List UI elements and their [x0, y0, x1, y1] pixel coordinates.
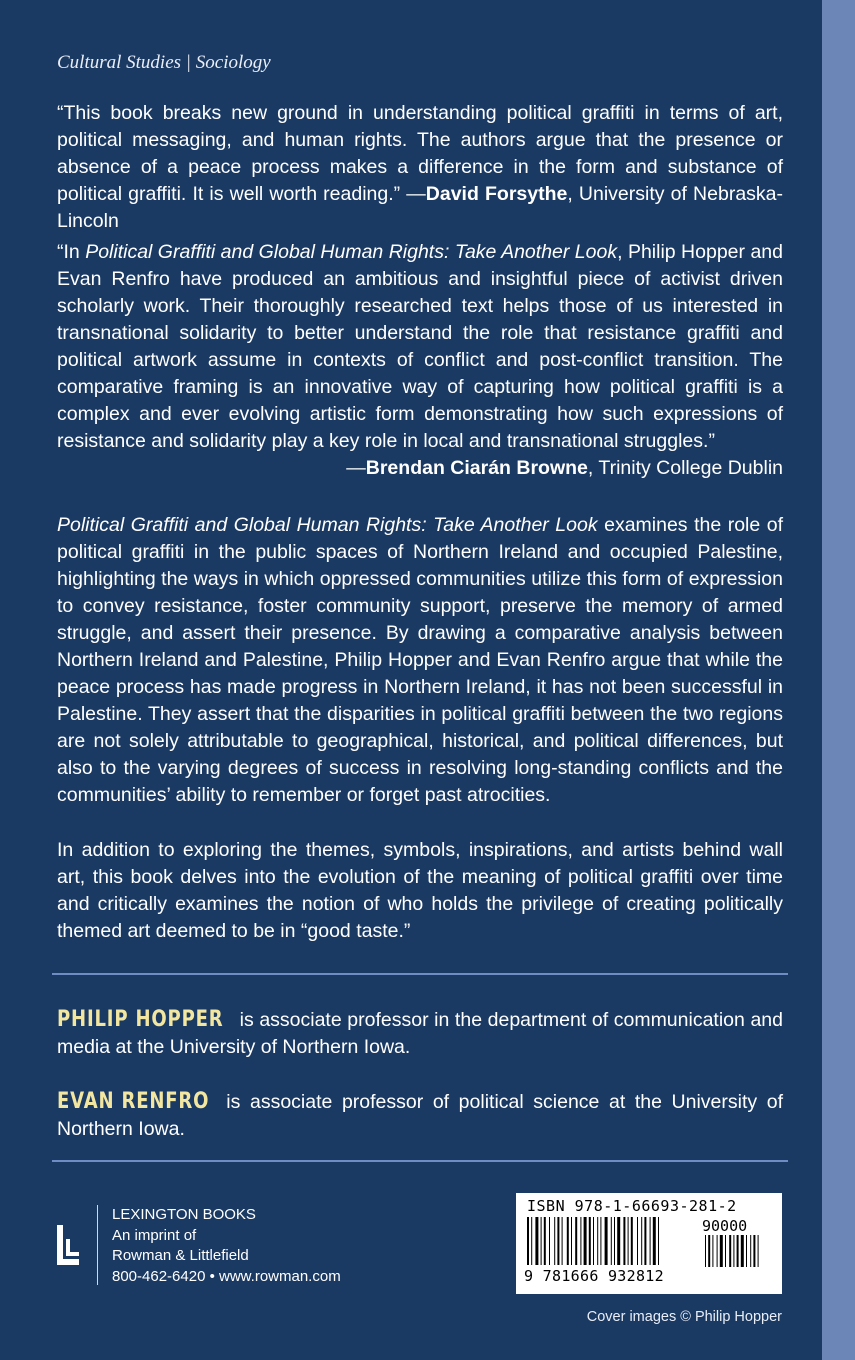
isbn-number: ISBN 978-1-66693-281-2 [527, 1197, 737, 1215]
book-description-2: In addition to exploring the themes, symbols, inspirations, and artists behind wall art, this book delves into the evolution of the meaning of political graffiti over time and critically examines the notion of who holds the privilege of creating politically themed art deemed to be in “good taste.” [57, 839, 783, 942]
author-bio-renfro-text: is associate professor of political science at the University of Northern Iowa. [57, 1091, 783, 1140]
publisher-parent: Rowman & Littlefield [112, 1247, 249, 1264]
isbn-barcode [516, 1193, 782, 1294]
quote-2-open: “In [57, 241, 86, 263]
endorsement-quote-1 [57, 100, 783, 235]
description-text: examines the role of political graffiti in the public spaces of Northern Ireland and occupied Palestine, highlighting the ways in which oppressed communities utilize this form of expression to convey resistance, foster community support, preserve the memory of armed struggle, and assert their presence. By drawing a comparative analysis between Northern Ireland and Palestine, Philip Hopper and Evan Renfro argue that while the peace process has made progress in Northern Ireland, it has not been successful in Palestine. They assert that the disparities in political graffiti between the two regions are not solely attributable to geographical, historical, and political differences, but also to the varying degrees of success in resolving long-standing conflicts and the communities’ ability to remember or forget past atrocities. [57, 514, 783, 806]
quote-2-author: Brendan Ciarán Browne [365, 457, 588, 479]
publisher-name: LEXINGTON BOOKS [112, 1206, 256, 1223]
price-code: 90000 [702, 1217, 748, 1235]
category-label: Cultural Studies | Sociology [57, 52, 271, 73]
quote-2-book-title: Political Graffiti and Global Human Rights: Take Another Look [85, 241, 618, 263]
quote-1-author: David Forsythe [425, 183, 568, 205]
spine-edge-strip [822, 0, 855, 1360]
book-description [57, 512, 783, 809]
cover-image-credit: Cover images © Philip Hopper [586, 1309, 782, 1325]
endorsement-quote-2 [57, 239, 783, 482]
description-book-title: Political Graffiti and Global Human Rights: Take Another Look [57, 514, 598, 536]
quote-2-dash: — [346, 457, 366, 479]
quote-2-affiliation: , Trinity College Dublin [587, 457, 783, 479]
divider-top [52, 973, 788, 975]
quote-1-text: “This book breaks new ground in understanding political graffiti in terms of art, political messaging, and human rights. The authors argue that the presence or absence of a peace process makes a difference in the form and substance of political graffiti. It is well worth reading.” — [57, 102, 783, 205]
author-name-renfro: EVAN RENFRO [57, 1089, 210, 1114]
publisher-block [57, 1205, 377, 1285]
quote-2-text: , Philip Hopper and Evan Renfro have produced an ambitious and insightful piece of activist driven scholarly work. Their thoroughly researched text helps those of us interested in transnational solidarity to better understand the role that resistance graffiti and political artwork assume in contexts of conflict and post-conflict transition. The comparative framing is an innovative way of capturing how political graffiti is a complex and ever evolving artistic form demonstrating how such expressions of resistance and solidarity play a key role in local and transnational struggles.” [57, 241, 783, 452]
quote-1-affiliation: , University of Nebraska-Lincoln [57, 183, 783, 232]
lexington-logo-icon [57, 1225, 79, 1265]
publisher-contact: 800-462-6420 • www.rowman.com [112, 1267, 341, 1285]
author-bio-hopper [57, 1006, 783, 1061]
publisher-divider [97, 1205, 98, 1285]
publisher-imprint: An imprint of [112, 1226, 197, 1244]
author-name-hopper: PHILIP HOPPER [57, 1007, 224, 1032]
divider-bottom [52, 1160, 788, 1162]
author-bio-renfro [57, 1088, 783, 1143]
quote-2-attribution [57, 455, 783, 482]
publisher-info [112, 1205, 341, 1287]
barcode-digits: 9 781666 932812 [524, 1267, 664, 1285]
author-bio-hopper-text: is associate professor in the department of communication and media at the University of Northern Iowa. [57, 1009, 783, 1058]
